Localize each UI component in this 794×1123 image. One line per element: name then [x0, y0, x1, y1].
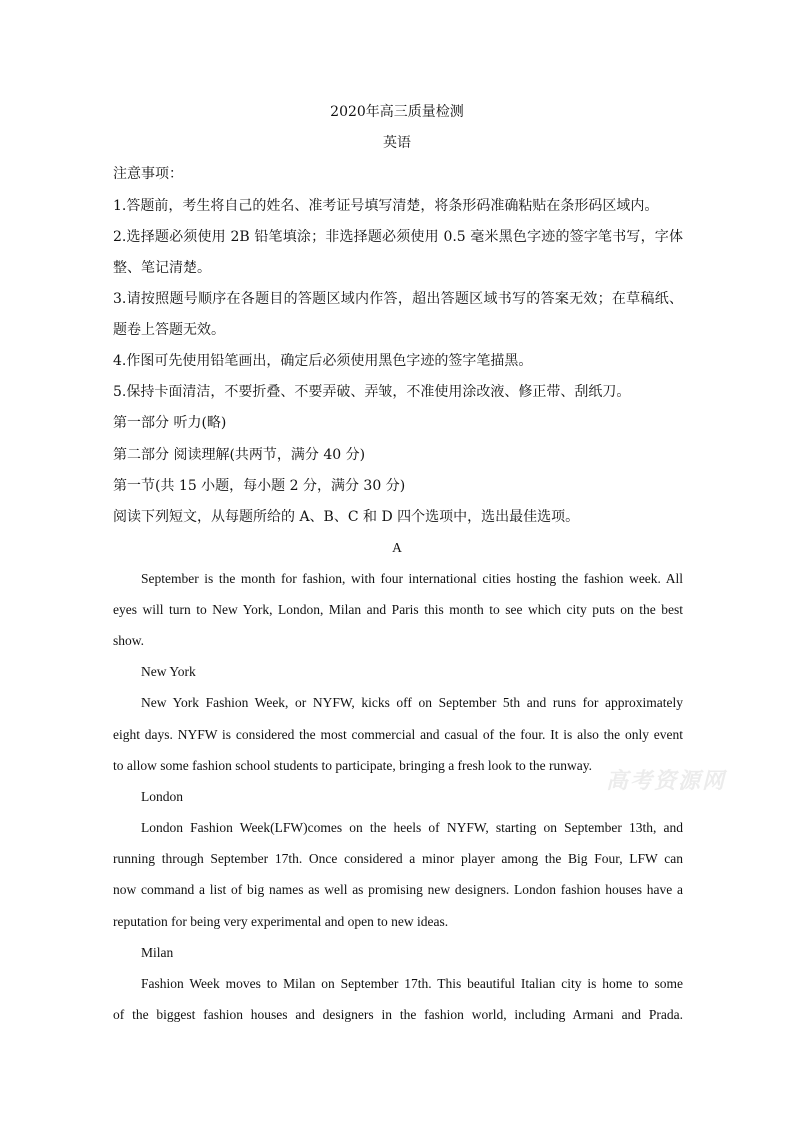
new-york-line-2: eight days. NYFW is considered the most commercial and casual of the four. It is also the only event: [113, 727, 683, 742]
london-line-1: London Fashion Week(LFW)comes on the heels of NYFW, starting on September 13th, and: [141, 820, 683, 835]
watermark: 高考资源网: [606, 769, 727, 794]
milan-line-2: of the biggest fashion houses and designers in the fashion world, including Armani and Prada.: [113, 1007, 683, 1022]
exam-title: 2020年高三质量检测: [330, 104, 464, 120]
milan-heading: Milan: [141, 945, 174, 960]
notes-heading: 注意事项：: [113, 166, 183, 182]
subject-title: 英语: [383, 135, 411, 151]
passage-label: A: [392, 540, 402, 555]
part-2-heading: 第二部分 阅读理解(共两节，满分 40 分): [113, 447, 366, 463]
reading-instruction: 阅读下列短文，从每题所给的 A、B、C 和 D 四个选项中，选出最佳选项。: [113, 509, 580, 525]
london-line-2: running through September 17th. Once considered a minor player among the Big Four, LFW can: [113, 851, 683, 866]
note-item-1: 1.答题前，考生将自己的姓名、准考证号填写清楚，将条形码准确粘贴在条形码区域内。: [113, 198, 659, 214]
intro-line-2: eyes will turn to New York, London, Milan and Paris this month to see which city puts on the best: [113, 602, 683, 617]
note-item-2-line-1: 2.选择题必须使用 2B 铅笔填涂；非选择题必须使用 0.5 毫米黑色字迹的签字笔书写，字体: [113, 229, 683, 245]
note-item-3-line-1: 3.请按照题号顺序在各题目的答题区域内作答，超出答题区域书写的答案无效；在草稿纸、: [113, 291, 683, 307]
new-york-line-1: New York Fashion Week, or NYFW, kicks off on September 5th and runs for approximately: [141, 695, 683, 710]
milan-line-1: Fashion Week moves to Milan on September 17th. This beautiful Italian city is home to some: [141, 976, 683, 991]
london-line-3: now command a list of big names as well as promising new designers. London fashion houses have a: [113, 882, 683, 897]
intro-line-1: September is the month for fashion, with four international cities hosting the fashion week. All: [141, 571, 683, 586]
intro-line-3: show.: [113, 633, 145, 648]
note-item-5: 5.保持卡面清洁，不要折叠、不要弄破、弄皱，不准使用涂改液、修正带、刮纸刀。: [113, 384, 631, 400]
london-line-4: reputation for being very experimental and open to new ideas.: [113, 914, 449, 929]
part-1-heading: 第一部分 听力(略): [113, 415, 227, 431]
new-york-line-3: to allow some fashion school students to participate, bringing a fresh look to the runway.: [113, 758, 593, 773]
new-york-heading: New York: [141, 664, 196, 679]
section-1-heading: 第一节(共 15 小题，每小题 2 分，满分 30 分): [113, 478, 406, 494]
note-item-4: 4.作图可先使用铅笔画出，确定后必须使用黑色字迹的签字笔描黑。: [113, 353, 533, 369]
london-heading: London: [141, 789, 183, 804]
note-item-3-line-2: 题卷上答题无效。: [113, 322, 225, 338]
note-item-2-line-2: 整、笔记清楚。: [113, 260, 211, 276]
